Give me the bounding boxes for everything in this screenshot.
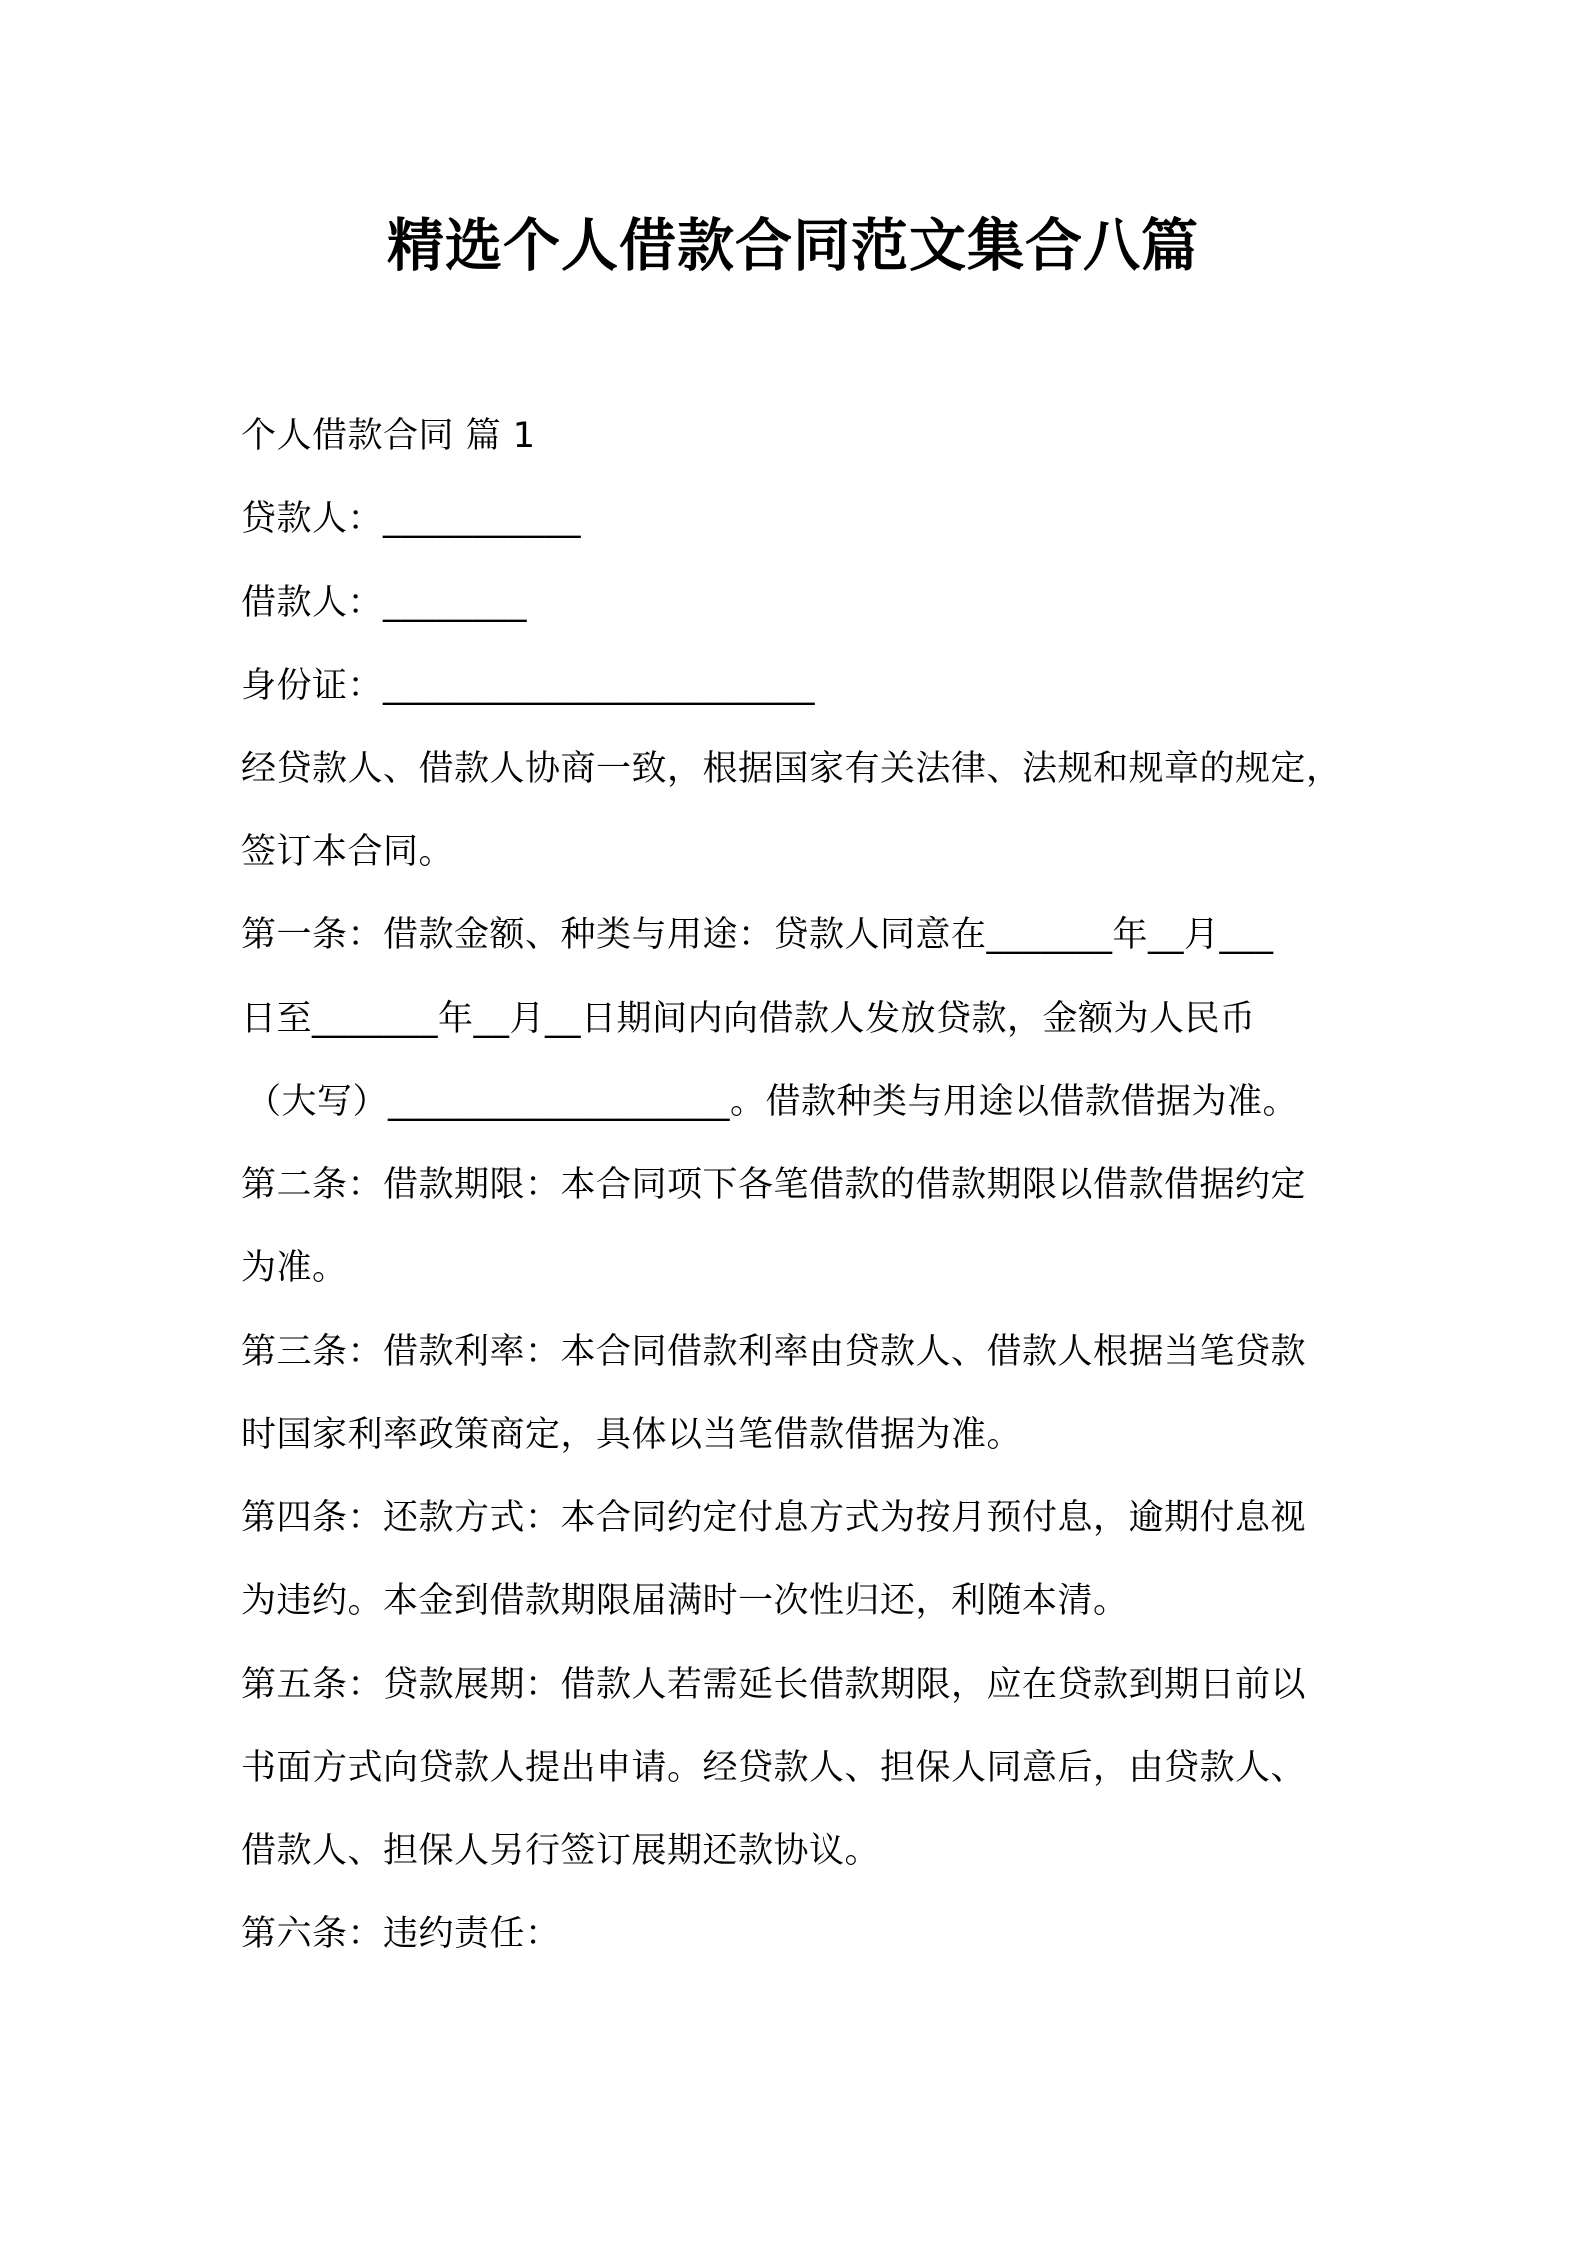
- section-heading: 个人借款合同 篇 1: [241, 416, 536, 456]
- article-1-line: （大写）___________________。借款种类与用途以借款借据为准。: [246, 1082, 1299, 1122]
- lender-field: 贷款人：___________: [241, 499, 582, 539]
- article-2-line: 为准。: [241, 1248, 348, 1288]
- article-3-line: 时国家利率政策商定，具体以当笔借款借据为准。: [241, 1415, 1023, 1455]
- document-title: 精选个人借款合同范文集合八篇: [387, 213, 1199, 279]
- article-2-line: 第二条：借款期限：本合同项下各笔借款的借款期限以借款借据约定: [241, 1165, 1307, 1205]
- article-6-line: 第六条：违约责任：: [241, 1914, 561, 1954]
- article-5-line: 书面方式向贷款人提出申请。经贷款人、担保人同意后，由贷款人、: [241, 1748, 1307, 1788]
- article-1-line: 日至_______年__月__日期间内向借款人发放贷款，金额为人民币: [241, 999, 1256, 1039]
- article-3-line: 第三条：借款利率：本合同借款利率由贷款人、借款人根据当笔贷款: [241, 1332, 1307, 1372]
- paragraph-line: 经贷款人、借款人协商一致，根据国家有关法律、法规和规章的规定，: [241, 749, 1342, 789]
- article-4-line: 第四条：还款方式：本合同约定付息方式为按月预付息，逾期付息视: [241, 1498, 1307, 1538]
- article-5-line: 借款人、担保人另行签订展期还款协议。: [241, 1831, 881, 1871]
- id-card-field: 身份证：________________________: [241, 666, 816, 706]
- article-5-line: 第五条：贷款展期：借款人若需延长借款期限，应在贷款到期日前以: [241, 1665, 1307, 1705]
- article-4-line: 为违约。本金到借款期限届满时一次性归还，利随本清。: [241, 1581, 1129, 1621]
- paragraph-line: 签订本合同。: [241, 832, 455, 872]
- article-1-line: 第一条：借款金额、种类与用途：贷款人同意在_______年__月___: [241, 915, 1274, 955]
- borrower-field: 借款人：________: [241, 583, 528, 623]
